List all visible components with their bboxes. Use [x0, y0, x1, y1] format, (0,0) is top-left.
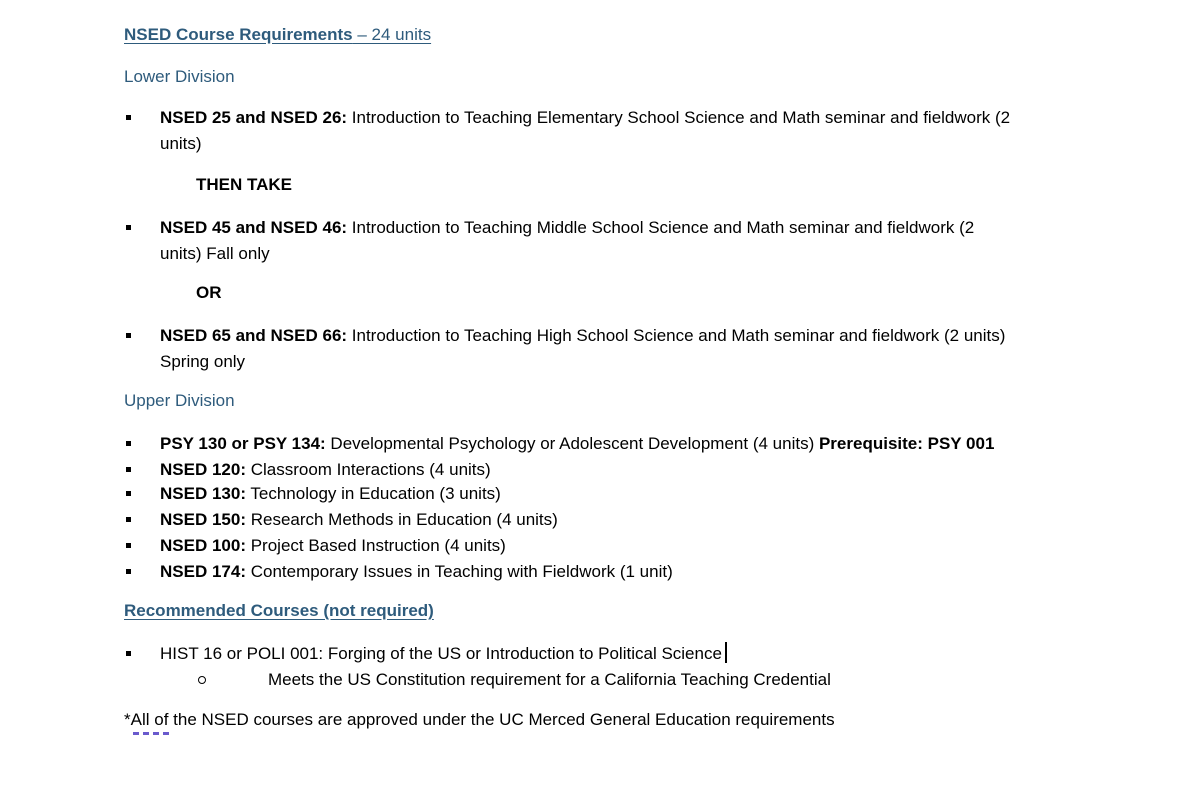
asterisk: *	[124, 710, 131, 729]
recommended-course: HIST 16 or POLI 001: Forging of the US or Introduction to Political Science	[160, 644, 722, 663]
spellcheck-flagged-text[interactable]: All of	[130, 710, 169, 729]
square-bullet-icon	[126, 115, 131, 120]
square-bullet-icon	[126, 333, 131, 338]
list-item	[160, 507, 1060, 533]
square-bullet-icon	[126, 569, 131, 574]
recommended-heading-text: Recommended Courses (not required)	[124, 601, 434, 620]
course-code: NSED 174:	[160, 562, 246, 581]
sub-list-item	[232, 667, 831, 693]
grammar-underline-icon[interactable]	[133, 732, 171, 735]
course-code: NSED 45 and NSED 46:	[160, 218, 348, 237]
page-title	[124, 25, 431, 45]
square-bullet-icon	[126, 651, 131, 656]
course-code: NSED 65 and NSED 66:	[160, 326, 348, 345]
square-bullet-icon	[126, 467, 131, 472]
course-description-cont: units)	[160, 134, 202, 153]
square-bullet-icon	[126, 441, 131, 446]
then-take-label: THEN TAKE	[196, 175, 293, 194]
course-description: Project Based Instruction (4 units)	[245, 536, 506, 555]
list-item	[160, 431, 1060, 457]
or-label: OR	[196, 283, 222, 302]
footer-note	[124, 710, 835, 730]
lower-division-heading: Lower Division	[124, 67, 235, 86]
course-code: NSED 100:	[160, 536, 246, 555]
course-code: NSED 150:	[160, 510, 246, 529]
course-code: NSED 130:	[160, 484, 246, 503]
circle-bullet-icon	[198, 676, 206, 684]
square-bullet-icon	[126, 491, 131, 496]
list-item	[160, 481, 1060, 507]
prerequisite: Prerequisite: PSY 001	[818, 434, 995, 453]
course-description: Introduction to Teaching High School Science and Math seminar and fieldwork (2 units)	[347, 326, 1006, 345]
course-description: Developmental Psychology or Adolescent Development (4 units)	[325, 434, 819, 453]
course-code: NSED 25 and NSED 26:	[160, 108, 348, 127]
square-bullet-icon	[126, 517, 131, 522]
list-item	[160, 215, 1060, 267]
course-code: NSED 120:	[160, 460, 246, 479]
course-description: Contemporary Issues in Teaching with Fieldwork (1 unit)	[245, 562, 673, 581]
list-item	[160, 641, 1060, 667]
list-item	[160, 559, 1060, 585]
list-item	[160, 323, 1060, 375]
text-cursor	[725, 642, 727, 663]
list-item	[160, 533, 1060, 559]
title-bold: NSED Course Requirements	[124, 25, 353, 44]
course-description: Introduction to Teaching Elementary School Science and Math seminar and fieldwork (2	[347, 108, 1011, 127]
square-bullet-icon	[126, 225, 131, 230]
title-units: – 24 units	[352, 25, 432, 44]
sub-item-text: Meets the US Constitution requirement for a California Teaching Credential	[268, 670, 831, 689]
course-description-cont: Spring only	[160, 352, 246, 371]
course-description: Classroom Interactions (4 units)	[245, 460, 491, 479]
course-code: PSY 130 or PSY 134:	[160, 434, 326, 453]
footer-text: the NSED courses are approved under the UC Merced General Education requirements	[168, 710, 835, 729]
square-bullet-icon	[126, 543, 131, 548]
course-description: Research Methods in Education (4 units)	[245, 510, 558, 529]
upper-division-heading: Upper Division	[124, 391, 235, 410]
recommended-heading	[124, 601, 434, 621]
course-description: Technology in Education (3 units)	[245, 484, 501, 503]
list-item	[160, 457, 1060, 483]
course-description: Introduction to Teaching Middle School Science and Math seminar and fieldwork (2	[347, 218, 975, 237]
list-item	[160, 105, 1060, 157]
course-description-cont: units) Fall only	[160, 244, 270, 263]
